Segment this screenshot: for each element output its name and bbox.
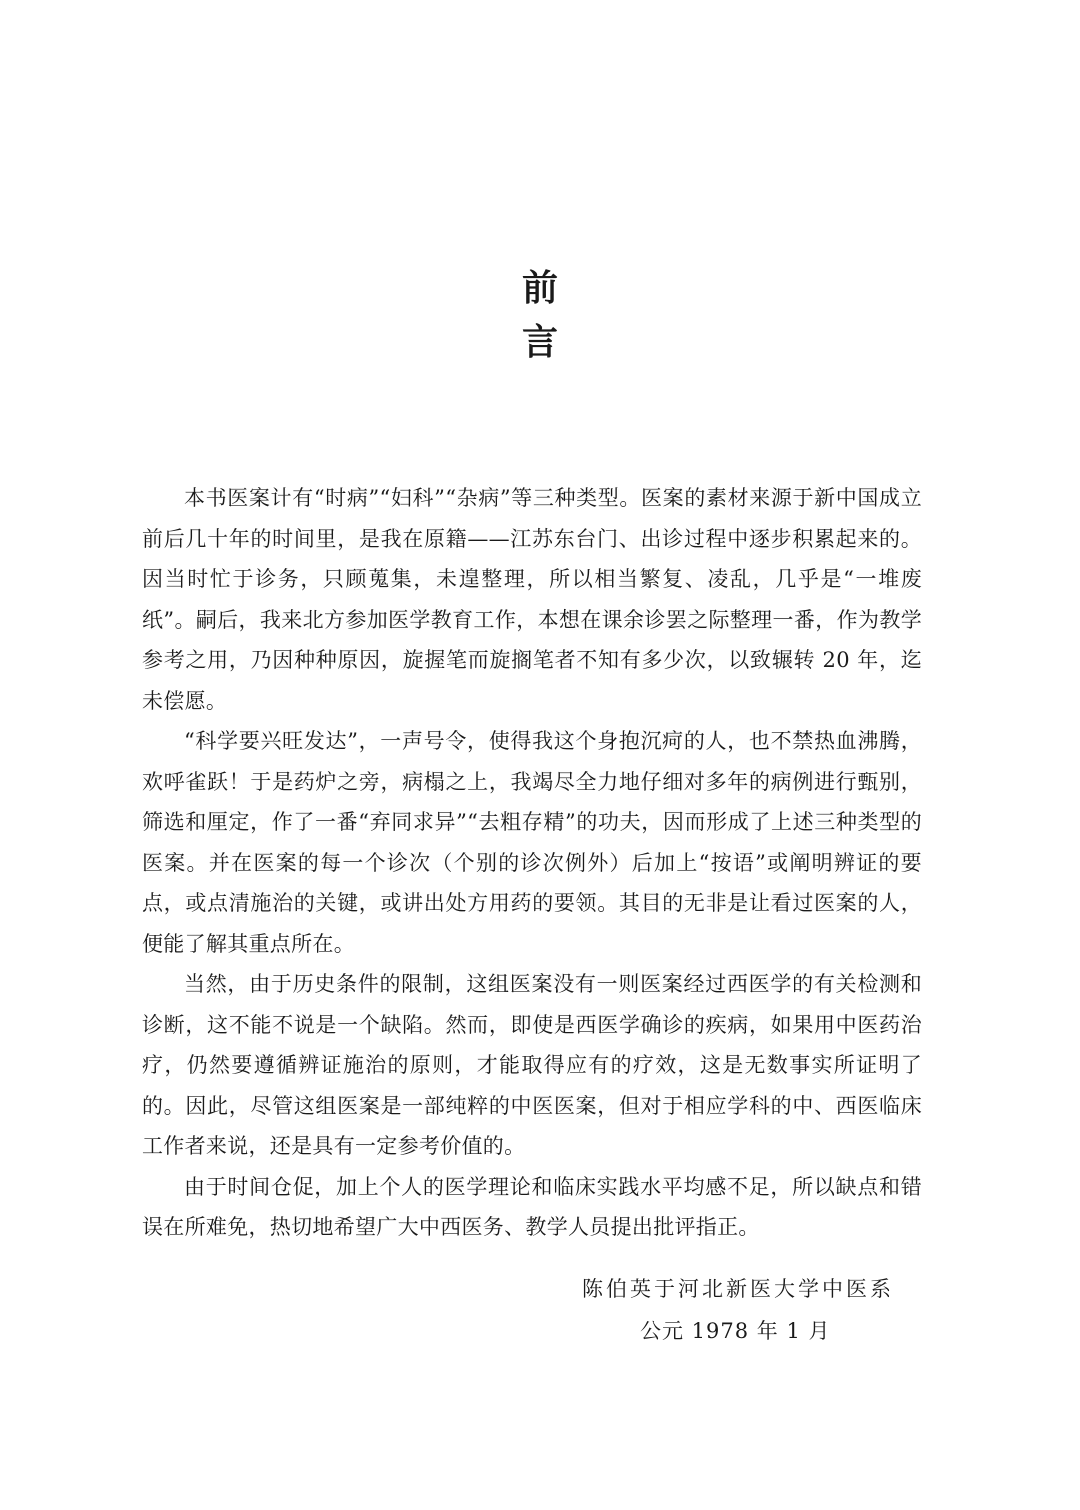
signature-date: 公元 1978 年 1 月	[640, 1319, 831, 1343]
signature-author: 陈伯英于河北新医大学中医系	[582, 1277, 894, 1301]
paragraph-3: 当然，由于历史条件的限制，这组医案没有一则医案经过西医学的有关检测和诊断，这不能不说是一个缺陷。然而，即使是西医学确诊的疾病，如果用中医药治疗，仍然要遵循辨证施治的原则，才能取得应有的疗效，这是无数事实所证明了的。因此，尽管这组医案是一部纯粹的中医医案，但对于相应学科的中、西医临床工作者来说，还是具有一定参考价值的。	[142, 972, 922, 1158]
page-title-char-2: 言	[521, 322, 558, 363]
paragraph-4: 由于时间仓促，加上个人的医学理论和临床实践水平均感不足，所以缺点和错误在所难免，热切地希望广大中西医务、教学人员提出批评指正。	[142, 1174, 922, 1239]
preface-body	[142, 478, 922, 1248]
page-title	[0, 262, 1080, 370]
page-title-char-1: 前	[521, 268, 558, 309]
paragraph-1: 本书医案计有“时病”“妇科”“杂病”等三种类型。医案的素材来源于新中国成立前后几十年的时间里，是我在原籍——江苏东台门、出诊过程中逐步积累起来的。因当时忙于诊务，只顾蒐集，未遑整理，所以相当繁复、凌乱，几乎是“一堆废纸”。嗣后，我来北方参加医学教育工作，本想在课余诊罢之际整理一番，作为教学参考之用，乃因种种原因，旋握笔而旋搁笔者不知有多少次，以致辗转 20 年，迄未偿愿。	[142, 486, 922, 713]
paragraph-2: “科学要兴旺发达”，一声号令，使得我这个身抱沉疴的人，也不禁热血沸腾，欢呼雀跃！于是药炉之旁，病榻之上，我竭尽全力地仔细对多年的病例进行甄别，筛选和厘定，作了一番“弃同求异”“去粗存精”的功夫，因而形成了上述三种类型的医案。并在医案的每一个诊次（个别的诊次例外）后加上“按语”或阐明辨证的要点，或点清施治的关键，或讲出处方用药的要领。其目的无非是让看过医案的人，便能了解其重点所在。	[142, 729, 922, 956]
